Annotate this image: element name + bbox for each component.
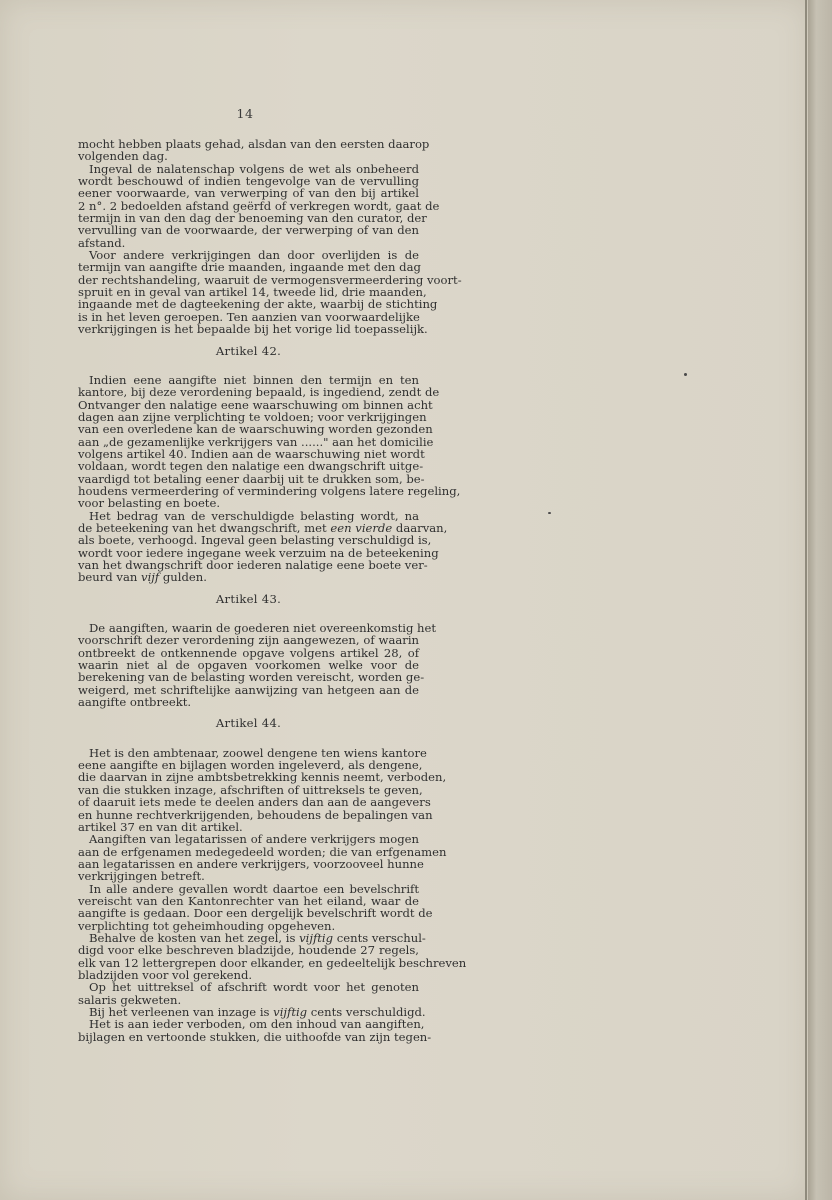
- text-line: Het is aan ieder verboden, om den inhoud van aangiften,: [89, 1017, 425, 1032]
- text-segment: daarvan,: [392, 520, 448, 535]
- text-segment: de beteekening van het dwangschrift, met: [78, 520, 331, 535]
- text-line: is in het leven geroepen. Ten aanzien van voorwaardelijke: [78, 309, 420, 324]
- article-heading: Artikel 43.: [215, 591, 282, 606]
- paper-speck: [548, 512, 551, 514]
- text-line: als boete, verhoogd. Ingeval geen belasting verschuldigd is,: [78, 533, 432, 548]
- text-line: vereischt van den Kantonrechter van het eiland, waar de: [78, 893, 419, 908]
- text-line: termijn in van den dag der benoeming van den curator, der: [78, 211, 427, 226]
- text-line: dagen aan zijne verplichting te voldoen; voor verkrijgingen: [78, 409, 427, 424]
- text-line: verkrijgingen is het bepaalde bij het vorige lid toepasselijk.: [78, 322, 428, 337]
- text-segment: Behalve de kosten van het zegel, is: [89, 930, 300, 945]
- text-line: [78, 571, 419, 583]
- text-segment: cents verschul-: [333, 930, 426, 945]
- text-line: vervulling van de voorwaarde, der verwerping of van den: [78, 223, 419, 238]
- text-line: verkrijgingen betreft.: [78, 869, 205, 884]
- text-line: volgens artikel 40. Indien aan de waarschuwing niet wordt: [78, 446, 425, 461]
- text-line: Ontvanger den nalatige eene waarschuwing om binnen acht: [78, 397, 433, 412]
- text-line: Indien eene aangifte niet binnen den termijn en ten: [89, 372, 419, 387]
- text-line: van een overledene kan de waarschuwing worden gezonden: [78, 422, 433, 437]
- text-line: 2 n°. 2 bedoelden afstand geërfd of verkregen wordt, gaat de: [78, 198, 440, 213]
- text-line: Op het uittreksel of afschrift wordt voor het genoten: [89, 980, 419, 995]
- text-line: salaris gekweten.: [78, 992, 182, 1007]
- text-segment: beurd van: [78, 570, 142, 585]
- text-line: voor belasting en boete.: [78, 496, 221, 511]
- article-heading: Artikel 42.: [215, 343, 282, 358]
- text-line: aangifte is gedaan. Door een dergelijk bevelschrift wordt de: [78, 906, 433, 921]
- text-line: bladzijden voor vol gerekend.: [78, 967, 253, 982]
- text-line: De aangiften, waarin de goederen niet overeenkomstig het: [89, 621, 437, 636]
- text-line: digd voor elke beschreven bladzijde, houdende 27 regels,: [78, 943, 419, 958]
- text-segment: gulden.: [159, 570, 207, 585]
- text-line: weigerd, met schriftelijke aanwijzing van hetgeen aan de: [78, 682, 419, 697]
- next-page-edge: [808, 0, 832, 1200]
- text-segment: Bij het verleenen van inzage is: [89, 1005, 274, 1019]
- text-line: houdens vermeerdering of vermindering volgens latere regeling,: [78, 483, 461, 498]
- page-number: 14: [236, 106, 254, 121]
- page-edge-line: [805, 0, 807, 1200]
- text-line: eener voorwaarde, van verwerping of van den bij artikel: [78, 186, 419, 201]
- text-line: aan „de gezamenlijke verkrijgers van ......" aan het domicilie: [78, 434, 434, 449]
- text-line: In alle andere gevallen wordt daartoe een bevelschrift: [89, 881, 419, 896]
- text-line: ontbreekt de ontkennende opgave volgens artikel 28, of: [78, 645, 419, 660]
- text-line: kantore, bij deze verordening bepaald, is ingediend, zendt de: [78, 385, 440, 400]
- text-line: wordt voor iedere ingegane week verzuim na de beteekening: [78, 545, 439, 560]
- text-line: artikel 37 en van dit artikel.: [78, 819, 243, 834]
- text-line: elk van 12 lettergrepen door elkander, en gedeeltelijk beschreven: [78, 955, 467, 970]
- text-line: berekening van de belasting worden vereischt, worden ge-: [78, 670, 425, 685]
- emphasized-text: vijftig: [273, 1005, 308, 1019]
- text-line: spruit en in geval van artikel 14, tweede lid, drie maanden,: [78, 285, 427, 300]
- text-line: voldaan, wordt tegen den nalatige een dwangschrift uitge-: [78, 459, 424, 474]
- text-line: mocht hebben plaats gehad, alsdan van den eersten daarop: [78, 137, 430, 151]
- text-segment: cents verschuldigd.: [307, 1005, 426, 1019]
- text-line: aangifte ontbreekt.: [78, 695, 192, 710]
- text-line: Ingeval de nalatenschap volgens de wet als onbeheerd: [89, 161, 419, 176]
- paper-speck: [684, 373, 687, 376]
- text-line: Het bedrag van de verschuldigde belasting wordt, na: [89, 508, 419, 523]
- text-column: [78, 137, 467, 1044]
- text-line: van die stukken inzage, afschriften of uittreksels te geven,: [78, 782, 423, 797]
- text-line: Het is den ambtenaar, zoowel dengene ten wiens kantore: [89, 745, 427, 760]
- text-line: eene aangifte en bijlagen worden ingeleverd, als dengene,: [78, 758, 423, 773]
- text-line: volgenden dag.: [78, 149, 168, 164]
- text-line: die daarvan in zijne ambtsbetrekking kennis neemt, verboden,: [78, 770, 447, 785]
- text-line: en hunne rechtverkrijgenden, behoudens de bepalingen van: [78, 807, 433, 822]
- text-line: aan legatarissen en andere verkrijgers, voorzooveel hunne: [78, 856, 424, 871]
- text-line: afstand.: [78, 235, 126, 250]
- text-line: voorschrift dezer verordening zijn aangewezen, of waarin: [78, 633, 419, 648]
- article-heading: Artikel 44.: [215, 716, 282, 731]
- text-line: bijlagen en vertoonde stukken, die uithoofde van zijn tegen-: [78, 1029, 432, 1044]
- emphasized-text: vijftig: [299, 930, 334, 945]
- text-line: Voor andere verkrijgingen dan door overlijden is de: [89, 248, 419, 263]
- text-line: Aangiften van legatarissen of andere verkrijgers mogen: [89, 832, 419, 847]
- text-line: wordt beschouwd of indien tengevolge van de vervulling: [78, 174, 419, 189]
- text-line: of daaruit iets mede te deelen anders dan aan de aangevers: [78, 795, 431, 810]
- emphasized-text: een vierde: [330, 520, 393, 535]
- text-line: waarin niet al de opgaven voorkomen welke voor de: [78, 658, 419, 673]
- emphasized-text: vijf: [141, 570, 160, 585]
- text-line: der rechtshandeling, waaruit de vermogensvermeerdering voort-: [78, 272, 462, 287]
- text-line: termijn van aangifte drie maanden, ingaande met den dag: [78, 260, 421, 275]
- text-line: ingaande met de dagteekening der akte, waarbij de stichting: [78, 297, 438, 312]
- text-line: vaardigd tot betaling eener daarbij uit te drukken som, be-: [78, 471, 425, 486]
- text-line: aan de erfgenamen medegedeeld worden; die van erfgenamen: [78, 844, 447, 859]
- text-line: verplichting tot geheimhouding opgeheven.: [78, 918, 336, 933]
- text-line: van het dwangschrift door iederen nalatige eene boete ver-: [78, 558, 428, 572]
